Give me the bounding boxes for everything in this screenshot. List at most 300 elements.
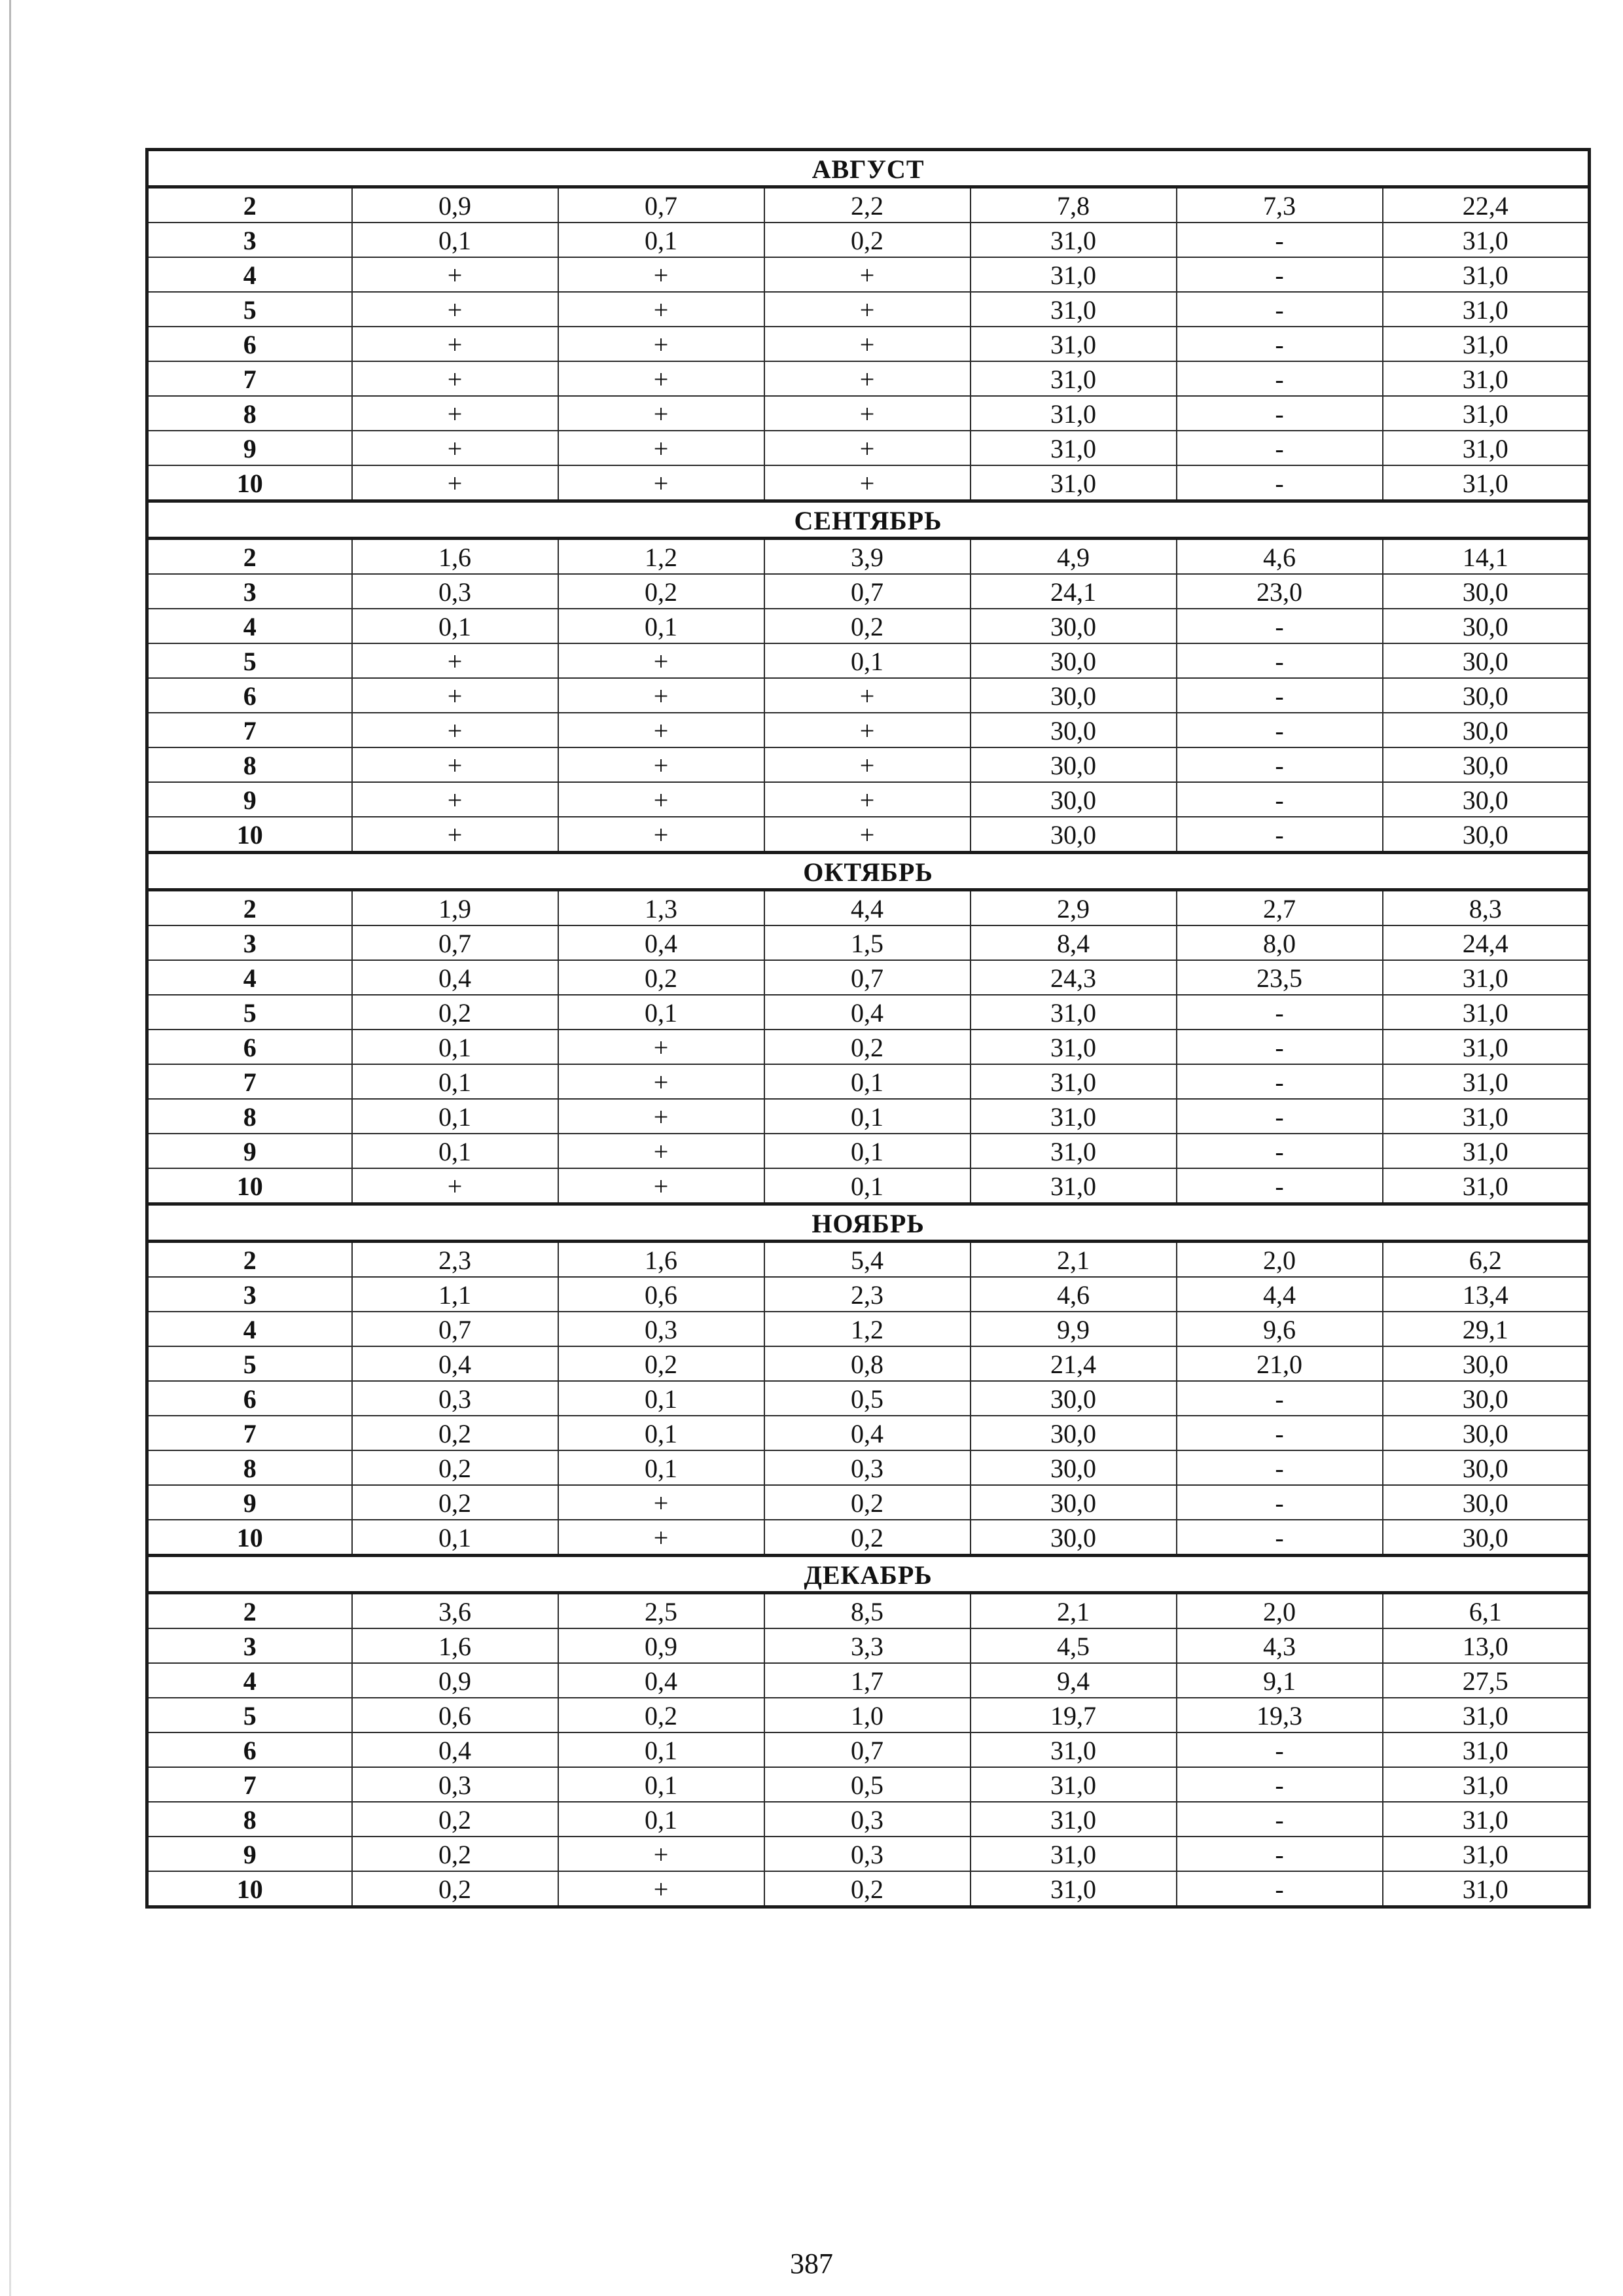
table-row (147, 431, 1590, 465)
value-cell: 31,0 (971, 1732, 1177, 1767)
value-cell: 31,0 (971, 1168, 1177, 1204)
value-cell: - (1177, 817, 1383, 853)
value-cell: 31,0 (971, 995, 1177, 1030)
value-cell: 31,0 (1383, 995, 1590, 1030)
value-cell: 31,0 (1383, 1030, 1590, 1064)
value-cell: 31,0 (971, 1134, 1177, 1168)
value-cell: + (764, 292, 971, 327)
value-cell: 30,0 (971, 1520, 1177, 1556)
value-cell: 31,0 (971, 292, 1177, 327)
row-number-cell: 6 (147, 1030, 352, 1064)
row-number-cell: 5 (147, 1346, 352, 1381)
value-cell: + (352, 327, 558, 361)
value-cell: 1,6 (558, 1242, 764, 1278)
value-cell: + (558, 817, 764, 853)
value-cell: 27,5 (1383, 1663, 1590, 1698)
value-cell: 4,5 (971, 1628, 1177, 1663)
value-cell: + (352, 292, 558, 327)
value-cell: - (1177, 361, 1383, 396)
value-cell: 1,9 (352, 890, 558, 926)
value-cell: 30,0 (1383, 574, 1590, 609)
value-cell: 31,0 (971, 1802, 1177, 1837)
value-cell: 30,0 (971, 1416, 1177, 1450)
value-cell: + (558, 1099, 764, 1134)
table-row (147, 643, 1590, 678)
value-cell: 2,1 (971, 1593, 1177, 1629)
value-cell: 0,1 (352, 223, 558, 257)
table-row (147, 574, 1590, 609)
value-cell: 0,2 (352, 995, 558, 1030)
value-cell: 2,0 (1177, 1593, 1383, 1629)
value-cell: 31,0 (1383, 431, 1590, 465)
table-row (147, 1416, 1590, 1450)
value-cell: 2,1 (971, 1242, 1177, 1278)
value-cell: + (352, 643, 558, 678)
value-cell: 31,0 (971, 396, 1177, 431)
value-cell: 0,1 (558, 1381, 764, 1416)
value-cell: 0,1 (352, 1134, 558, 1168)
value-cell: + (558, 747, 764, 782)
value-cell: + (764, 678, 971, 713)
table-row (147, 327, 1590, 361)
table-row (147, 995, 1590, 1030)
value-cell: 4,6 (1177, 539, 1383, 575)
value-cell: 30,0 (1383, 1450, 1590, 1485)
value-cell: + (558, 361, 764, 396)
value-cell: 0,4 (764, 1416, 971, 1450)
value-cell: + (558, 257, 764, 292)
value-cell: 0,7 (352, 925, 558, 960)
value-cell: + (558, 396, 764, 431)
value-cell: 5,4 (764, 1242, 971, 1278)
value-cell: 14,1 (1383, 539, 1590, 575)
value-cell: 1,5 (764, 925, 971, 960)
table-row (147, 1312, 1590, 1346)
value-cell: 8,3 (1383, 890, 1590, 926)
value-cell: 0,1 (352, 1520, 558, 1556)
value-cell: - (1177, 1520, 1383, 1556)
value-cell: 2,9 (971, 890, 1177, 926)
value-cell: 2,2 (764, 187, 971, 223)
value-cell: 30,0 (1383, 1485, 1590, 1520)
value-cell: 0,2 (558, 1346, 764, 1381)
table-row (147, 1593, 1590, 1629)
value-cell: + (558, 643, 764, 678)
table-row (147, 1242, 1590, 1278)
value-cell: 0,1 (558, 1450, 764, 1485)
table-row (147, 1628, 1590, 1663)
table-row (147, 1099, 1590, 1134)
value-cell: - (1177, 1871, 1383, 1907)
row-number-cell: 7 (147, 713, 352, 747)
row-number-cell: 5 (147, 1698, 352, 1732)
month-header: СЕНТЯБРЬ (147, 501, 1590, 539)
value-cell: 0,2 (352, 1871, 558, 1907)
row-number-cell: 4 (147, 1312, 352, 1346)
value-cell: 0,4 (558, 925, 764, 960)
value-cell: - (1177, 1168, 1383, 1204)
row-number-cell: 5 (147, 292, 352, 327)
value-cell: - (1177, 223, 1383, 257)
row-number-cell: 2 (147, 187, 352, 223)
value-cell: 31,0 (1383, 1064, 1590, 1099)
value-cell: 31,0 (1383, 1871, 1590, 1907)
value-cell: 31,0 (1383, 1134, 1590, 1168)
value-cell: 30,0 (1383, 609, 1590, 643)
row-number-cell: 5 (147, 995, 352, 1030)
value-cell: + (352, 465, 558, 501)
value-cell: 9,4 (971, 1663, 1177, 1698)
value-cell: + (352, 1168, 558, 1204)
table-row (147, 1064, 1590, 1099)
table-row (147, 1520, 1590, 1556)
value-cell: 0,4 (352, 1346, 558, 1381)
value-cell: - (1177, 747, 1383, 782)
value-cell: 30,0 (1383, 782, 1590, 817)
table-row (147, 747, 1590, 782)
value-cell: - (1177, 431, 1383, 465)
value-cell: + (558, 292, 764, 327)
value-cell: 1,6 (352, 1628, 558, 1663)
value-cell: 2,3 (352, 1242, 558, 1278)
table-row (147, 539, 1590, 575)
value-cell: 4,9 (971, 539, 1177, 575)
value-cell: - (1177, 782, 1383, 817)
value-cell: 0,4 (764, 995, 971, 1030)
value-cell: 0,7 (764, 960, 971, 995)
month-header-row (147, 853, 1590, 890)
value-cell: 0,5 (764, 1767, 971, 1802)
value-cell: 0,1 (764, 643, 971, 678)
value-cell: 30,0 (1383, 817, 1590, 853)
value-cell: 0,1 (558, 1732, 764, 1767)
row-number-cell: 2 (147, 890, 352, 926)
value-cell: + (352, 782, 558, 817)
value-cell: 1,3 (558, 890, 764, 926)
value-cell: 0,2 (764, 1485, 971, 1520)
row-number-cell: 8 (147, 1802, 352, 1837)
month-header-row (147, 501, 1590, 539)
value-cell: 31,0 (1383, 1732, 1590, 1767)
value-cell: 30,0 (971, 747, 1177, 782)
value-cell: 0,1 (558, 995, 764, 1030)
value-cell: 31,0 (1383, 1099, 1590, 1134)
row-number-cell: 10 (147, 1520, 352, 1556)
table-row (147, 1767, 1590, 1802)
value-cell: 31,0 (971, 1099, 1177, 1134)
value-cell: 30,0 (971, 817, 1177, 853)
table-row (147, 1450, 1590, 1485)
value-cell: 0,7 (764, 574, 971, 609)
value-cell: + (558, 782, 764, 817)
value-cell: + (558, 713, 764, 747)
value-cell: 0,2 (558, 960, 764, 995)
value-cell: 31,0 (971, 1030, 1177, 1064)
value-cell: 4,4 (1177, 1277, 1383, 1312)
row-number-cell: 8 (147, 747, 352, 782)
value-cell: - (1177, 292, 1383, 327)
value-cell: 31,0 (971, 1837, 1177, 1871)
value-cell: - (1177, 643, 1383, 678)
row-number-cell: 8 (147, 1450, 352, 1485)
value-cell: 7,8 (971, 187, 1177, 223)
table-body (147, 150, 1590, 1907)
row-number-cell: 7 (147, 1416, 352, 1450)
monthly-data-table (145, 148, 1591, 1909)
value-cell: 0,3 (764, 1450, 971, 1485)
value-cell: 0,3 (352, 574, 558, 609)
value-cell: - (1177, 257, 1383, 292)
value-cell: 0,1 (352, 1030, 558, 1064)
value-cell: 2,0 (1177, 1242, 1383, 1278)
value-cell: 0,7 (764, 1732, 971, 1767)
value-cell: + (558, 431, 764, 465)
table-row (147, 609, 1590, 643)
value-cell: 30,0 (971, 643, 1177, 678)
value-cell: 3,9 (764, 539, 971, 575)
value-cell: + (764, 782, 971, 817)
value-cell: + (558, 1064, 764, 1099)
value-cell: 23,0 (1177, 574, 1383, 609)
value-cell: + (558, 1520, 764, 1556)
value-cell: 0,5 (764, 1381, 971, 1416)
value-cell: 0,1 (352, 1099, 558, 1134)
value-cell: 30,0 (971, 782, 1177, 817)
table-row (147, 890, 1590, 926)
value-cell: 31,0 (1383, 292, 1590, 327)
value-cell: 30,0 (971, 609, 1177, 643)
value-cell: 31,0 (1383, 257, 1590, 292)
value-cell: 1,0 (764, 1698, 971, 1732)
value-cell: 31,0 (971, 257, 1177, 292)
value-cell: 0,1 (558, 1802, 764, 1837)
value-cell: 13,4 (1383, 1277, 1590, 1312)
value-cell: 0,1 (764, 1064, 971, 1099)
value-cell: 0,2 (558, 574, 764, 609)
value-cell: 31,0 (971, 431, 1177, 465)
value-cell: 31,0 (1383, 1698, 1590, 1732)
value-cell: 0,2 (352, 1416, 558, 1450)
table-row (147, 1134, 1590, 1168)
value-cell: 0,1 (764, 1168, 971, 1204)
month-header: НОЯБРЬ (147, 1204, 1590, 1242)
value-cell: 0,2 (764, 609, 971, 643)
value-cell: 30,0 (971, 678, 1177, 713)
value-cell: 19,7 (971, 1698, 1177, 1732)
value-cell: 0,1 (558, 609, 764, 643)
value-cell: 0,2 (558, 1698, 764, 1732)
table-row (147, 257, 1590, 292)
value-cell: 24,3 (971, 960, 1177, 995)
value-cell: - (1177, 678, 1383, 713)
value-cell: + (558, 678, 764, 713)
value-cell: 0,1 (352, 609, 558, 643)
value-cell: 0,3 (764, 1837, 971, 1871)
value-cell: 22,4 (1383, 187, 1590, 223)
row-number-cell: 8 (147, 396, 352, 431)
value-cell: 21,0 (1177, 1346, 1383, 1381)
value-cell: 30,0 (971, 1485, 1177, 1520)
row-number-cell: 5 (147, 643, 352, 678)
value-cell: 0,1 (558, 1416, 764, 1450)
value-cell: 31,0 (971, 1871, 1177, 1907)
value-cell: 31,0 (1383, 223, 1590, 257)
page-number: 387 (790, 2248, 833, 2280)
row-number-cell: 3 (147, 925, 352, 960)
row-number-cell: 10 (147, 1871, 352, 1907)
table-row (147, 465, 1590, 501)
value-cell: - (1177, 1030, 1383, 1064)
row-number-cell: 9 (147, 431, 352, 465)
value-cell: 30,0 (1383, 1381, 1590, 1416)
month-header: ОКТЯБРЬ (147, 853, 1590, 890)
value-cell: 29,1 (1383, 1312, 1590, 1346)
value-cell: + (352, 396, 558, 431)
value-cell: 3,3 (764, 1628, 971, 1663)
value-cell: 0,3 (558, 1312, 764, 1346)
value-cell: - (1177, 1381, 1383, 1416)
value-cell: 0,9 (352, 1663, 558, 1698)
value-cell: - (1177, 1802, 1383, 1837)
value-cell: 0,2 (352, 1485, 558, 1520)
value-cell: 0,9 (352, 187, 558, 223)
row-number-cell: 2 (147, 539, 352, 575)
value-cell: - (1177, 1732, 1383, 1767)
row-number-cell: 10 (147, 465, 352, 501)
row-number-cell: 3 (147, 1277, 352, 1312)
value-cell: 2,5 (558, 1593, 764, 1629)
value-cell: + (352, 431, 558, 465)
value-cell: + (764, 431, 971, 465)
row-number-cell: 6 (147, 327, 352, 361)
value-cell: 30,0 (1383, 1416, 1590, 1450)
table-row (147, 1346, 1590, 1381)
value-cell: 9,6 (1177, 1312, 1383, 1346)
value-cell: 31,0 (1383, 960, 1590, 995)
value-cell: 1,6 (352, 539, 558, 575)
value-cell: 4,6 (971, 1277, 1177, 1312)
row-number-cell: 3 (147, 223, 352, 257)
value-cell: 30,0 (971, 1450, 1177, 1485)
value-cell: + (558, 1134, 764, 1168)
value-cell: + (764, 817, 971, 853)
value-cell: + (352, 257, 558, 292)
table-row (147, 1802, 1590, 1837)
row-number-cell: 7 (147, 361, 352, 396)
month-header-row (147, 1204, 1590, 1242)
value-cell: + (558, 1168, 764, 1204)
value-cell: 30,0 (971, 713, 1177, 747)
value-cell: 6,1 (1383, 1593, 1590, 1629)
value-cell: 0,7 (352, 1312, 558, 1346)
value-cell: 0,2 (764, 1871, 971, 1907)
value-cell: + (558, 465, 764, 501)
value-cell: 0,7 (558, 187, 764, 223)
table-row (147, 223, 1590, 257)
value-cell: 0,1 (764, 1099, 971, 1134)
value-cell: 0,1 (558, 223, 764, 257)
value-cell: 31,0 (1383, 396, 1590, 431)
value-cell: 0,2 (352, 1450, 558, 1485)
table-row (147, 1837, 1590, 1871)
value-cell: + (764, 396, 971, 431)
value-cell: 0,2 (352, 1802, 558, 1837)
value-cell: 0,2 (764, 1520, 971, 1556)
table-row (147, 1277, 1590, 1312)
value-cell: 0,4 (352, 960, 558, 995)
row-number-cell: 9 (147, 1837, 352, 1871)
row-number-cell: 6 (147, 1381, 352, 1416)
row-number-cell: 9 (147, 1134, 352, 1168)
row-number-cell: 7 (147, 1767, 352, 1802)
value-cell: 31,0 (1383, 1168, 1590, 1204)
value-cell: - (1177, 1837, 1383, 1871)
table-row (147, 1732, 1590, 1767)
value-cell: 8,5 (764, 1593, 971, 1629)
value-cell: 1,1 (352, 1277, 558, 1312)
value-cell: 21,4 (971, 1346, 1177, 1381)
value-cell: - (1177, 465, 1383, 501)
value-cell: 0,6 (558, 1277, 764, 1312)
value-cell: + (558, 1030, 764, 1064)
value-cell: 1,2 (764, 1312, 971, 1346)
row-number-cell: 9 (147, 782, 352, 817)
value-cell: 30,0 (1383, 643, 1590, 678)
value-cell: 0,4 (558, 1663, 764, 1698)
value-cell: 8,4 (971, 925, 1177, 960)
value-cell: 31,0 (1383, 1837, 1590, 1871)
row-number-cell: 10 (147, 817, 352, 853)
value-cell: 31,0 (971, 223, 1177, 257)
value-cell: 0,8 (764, 1346, 971, 1381)
table-row (147, 1663, 1590, 1698)
table-row (147, 361, 1590, 396)
value-cell: 0,1 (764, 1134, 971, 1168)
value-cell: + (352, 817, 558, 853)
table-row (147, 1030, 1590, 1064)
value-cell: - (1177, 1134, 1383, 1168)
value-cell: 1,2 (558, 539, 764, 575)
table-row (147, 1381, 1590, 1416)
value-cell: - (1177, 609, 1383, 643)
value-cell: 31,0 (1383, 465, 1590, 501)
monthly-data-table-container (145, 148, 1588, 1909)
value-cell: 30,0 (1383, 678, 1590, 713)
row-number-cell: 3 (147, 574, 352, 609)
value-cell: - (1177, 995, 1383, 1030)
value-cell: 6,2 (1383, 1242, 1590, 1278)
value-cell: 3,6 (352, 1593, 558, 1629)
value-cell: 19,3 (1177, 1698, 1383, 1732)
value-cell: + (764, 361, 971, 396)
table-row (147, 1168, 1590, 1204)
value-cell: 7,3 (1177, 187, 1383, 223)
table-row (147, 1485, 1590, 1520)
value-cell: 31,0 (971, 361, 1177, 396)
row-number-cell: 3 (147, 1628, 352, 1663)
row-number-cell: 7 (147, 1064, 352, 1099)
row-number-cell: 9 (147, 1485, 352, 1520)
scan-edge-line (9, 0, 11, 2296)
row-number-cell: 6 (147, 678, 352, 713)
value-cell: 0,9 (558, 1628, 764, 1663)
value-cell: 0,3 (352, 1767, 558, 1802)
value-cell: 30,0 (1383, 1520, 1590, 1556)
value-cell: 9,9 (971, 1312, 1177, 1346)
value-cell: 0,1 (352, 1064, 558, 1099)
value-cell: + (558, 1871, 764, 1907)
value-cell: 0,2 (764, 223, 971, 257)
